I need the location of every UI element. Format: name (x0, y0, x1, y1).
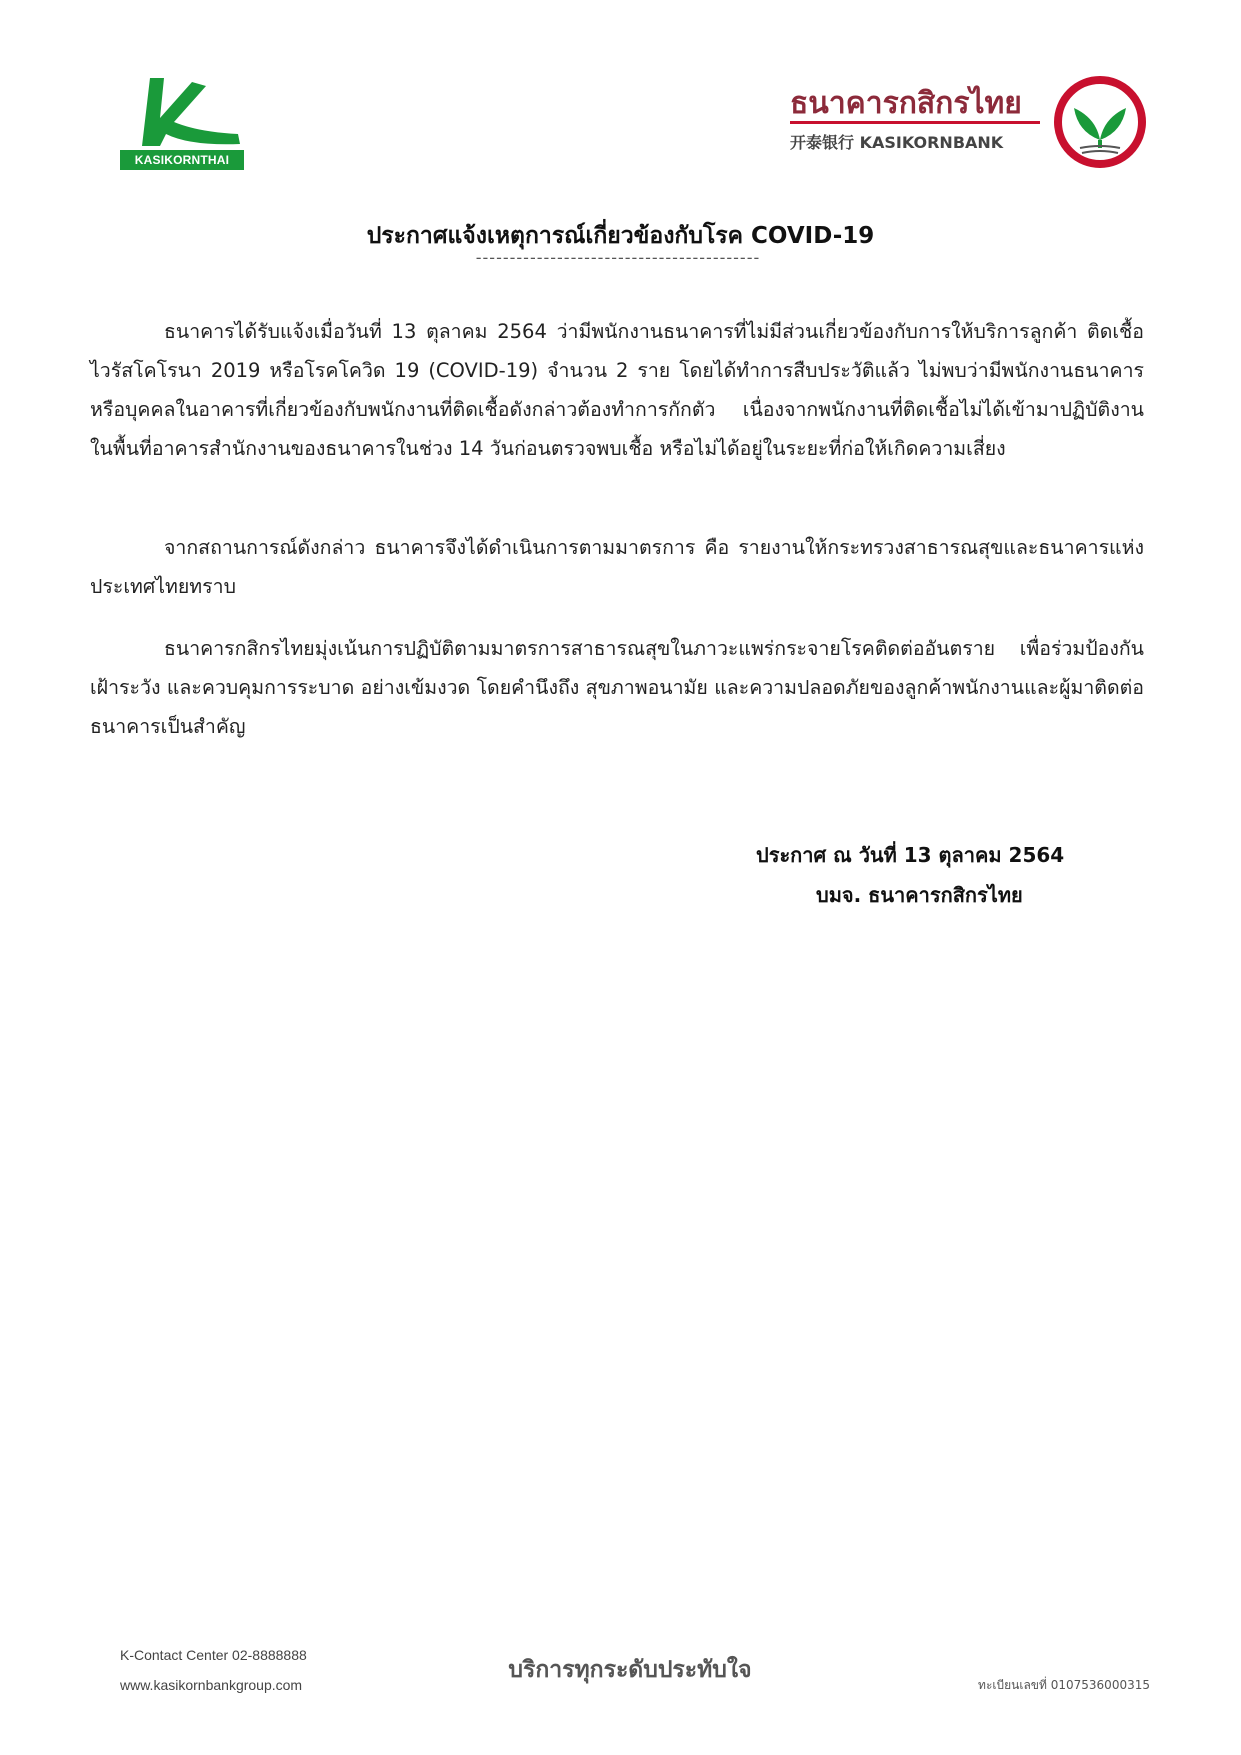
contact-center-text: K-Contact Center 02-8888888 (120, 1647, 307, 1663)
signature-block (740, 835, 1120, 915)
kasikornthai-logo (120, 74, 244, 170)
rice-sprout-emblem-icon (1052, 74, 1148, 170)
website-link[interactable]: www.kasikornbankgroup.com (120, 1677, 303, 1693)
brand-divider (790, 121, 1040, 124)
kasikornbank-emblem (1052, 74, 1148, 170)
bank-brand (790, 80, 1040, 160)
notice-paragraph-1: ธนาคารได้รับแจ้งเมื่อวันที่ 13 ตุลาคม 2564 ว่ามีพนักงานธนาคารที่ไม่มีส่วนเกี่ยวข้องกับการให้บริการลูกค้า ติดเชื้อไวรัสโคโรนา 2019 หรือโรคโควิด 19 (COVID-19) จำนวน 2 ราย โดยได้ทำการสืบประวัติแล้ว ไม่พบว่ามีพนักงานธนาคารหรือบุคคลในอาคารที่เกี่ยวข้องกับพนักงานที่ติดเชื้อดังกล่าวต้องทำการกักตัว เนื่องจากพนักงานที่ติดเชื้อไม่ได้เข้ามาปฏิบัติงานในพื้นที่อาคารสำนักงานของธนาคารในช่วง 14 วันก่อนตรวจพบเชื้อ หรือไม่ได้อยู่ในระยะที่ก่อให้เกิดความเสี่ยง (90, 320, 1144, 460)
footer-contact (120, 1640, 420, 1700)
bank-name-thai: ธนาคารกสิกรไทย (790, 86, 1022, 121)
title-underline: ------------------------------------------ (475, 248, 761, 267)
footer-registration: ทะเบียนเลขที่ 0107536000315 (978, 1678, 1150, 1692)
signature-date: ประกาศ ณ วันที่ 13 ตุลาคม 2564 (756, 843, 1065, 867)
notice-title: ประกาศแจ้งเหตุการณ์เกี่ยวข้องกับโรค COVID-19 (366, 223, 875, 249)
bank-name-sub: 开泰银行 KASIKORNBANK (790, 133, 1004, 152)
footer-slogan: บริการทุกระดับประทับใจ (508, 1657, 752, 1683)
kasikornthai-k-icon (120, 74, 244, 150)
signature-organization: บมจ. ธนาคารกสิกรไทย (816, 883, 1023, 907)
notice-paragraph-3: ธนาคารกสิกรไทยมุ่งเน้นการปฏิบัติตามมาตรการสาธารณสุขในภาวะแพร่กระจายโรคติดต่ออันตราย เพื่อร่วมป้องกัน เฝ้าระวัง และควบคุมการระบาด อย่างเข้มงวด โดยคำนึงถึง สุขภาพอนามัย และความปลอดภัยของลูกค้าพนักงานและผู้มาติดต่อธนาคารเป็นสำคัญ (90, 637, 1144, 738)
notice-paragraph-2: จากสถานการณ์ดังกล่าว ธนาคารจึงได้ดำเนินการตามมาตรการ คือ รายงานให้กระทรวงสาธารณสุขและธนาคารแห่งประเทศไทยทราบ (90, 536, 1144, 598)
kasikornthai-logo-text: KASIKORNTHAI (120, 150, 244, 170)
